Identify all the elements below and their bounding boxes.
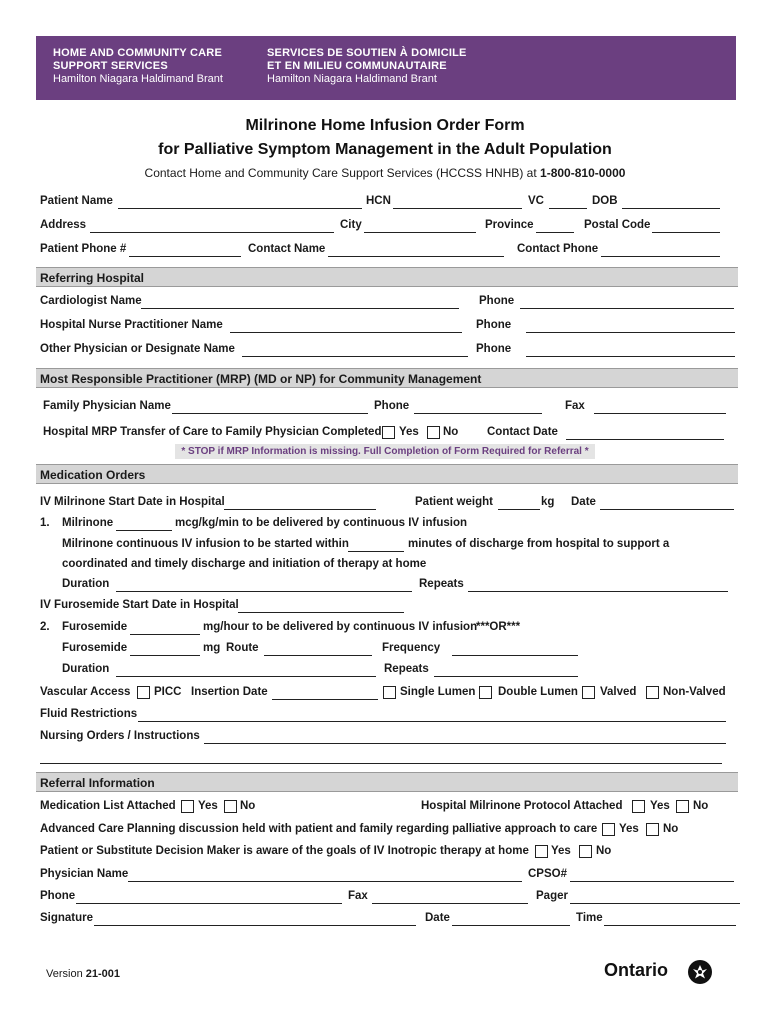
physician-fax-field[interactable]: [372, 903, 528, 904]
contact-date-field[interactable]: [566, 439, 724, 440]
vascular-access-label: Vascular Access: [40, 686, 131, 698]
contact-line: [0, 166, 770, 180]
medlist-no-checkbox[interactable]: [224, 800, 237, 813]
fax-label: Fax: [565, 400, 585, 412]
single-lumen-checkbox[interactable]: [383, 686, 396, 699]
furosemide-label: Furosemide: [62, 621, 128, 633]
furosemide-order-row: [0, 621, 770, 639]
furosemide-duration-field[interactable]: [116, 676, 376, 677]
milrinone-dose-field[interactable]: [116, 530, 172, 531]
patient-row-2: [0, 219, 770, 237]
other-phone-field[interactable]: [526, 356, 735, 357]
signature-label: Signature: [40, 912, 94, 924]
physician-name-row: [0, 868, 770, 886]
route-field[interactable]: [264, 655, 372, 656]
signature-field[interactable]: [94, 925, 416, 926]
milrinone-dose-text: mcg/kg/min to be delivered by continuous IV infusion: [175, 517, 468, 529]
non-valved-checkbox[interactable]: [646, 686, 659, 699]
mrp-transfer-row: [0, 426, 770, 444]
form-subtitle: for Palliative Symptom Management in the Adult Population: [158, 141, 612, 158]
nursing-orders-row: [0, 730, 770, 748]
medlist-no-label: No: [240, 800, 256, 812]
nurse-practitioner-field[interactable]: [230, 332, 462, 333]
dob-field[interactable]: [622, 208, 720, 209]
patient-name-label: Patient Name: [40, 195, 113, 207]
weight-date-field[interactable]: [600, 509, 734, 510]
contact-phone-field[interactable]: [601, 256, 720, 257]
insertion-date-label: Insertion Date: [191, 686, 268, 698]
protocol-yes-checkbox[interactable]: [632, 800, 645, 813]
milrinone-duration-label: Duration: [62, 578, 110, 590]
signature-date-field[interactable]: [452, 925, 570, 926]
route-label: Route: [226, 642, 259, 654]
protocol-no-checkbox[interactable]: [676, 800, 689, 813]
cardiologist-label: Cardiologist Name: [40, 295, 142, 307]
fluid-restrictions-label: Fluid Restrictions: [40, 708, 138, 720]
order-1-number: 1.: [40, 517, 50, 529]
patient-phone-label: Patient Phone #: [40, 243, 127, 255]
version-info: [46, 968, 120, 980]
or-text: ***OR***: [476, 621, 521, 633]
milrinone-repeats-label: Repeats: [419, 578, 464, 590]
patient-row-3: [0, 243, 770, 261]
nurse-practitioner-label: Hospital Nurse Practitioner Name: [40, 319, 223, 331]
nurse-row: [0, 319, 770, 337]
milrinone-duration-row: [0, 578, 770, 596]
mrp-yes-label: Yes: [399, 426, 419, 438]
furosemide-mg-row: [0, 642, 770, 660]
time-field[interactable]: [604, 925, 736, 926]
cardiologist-row: [0, 295, 770, 313]
nursing-orders-label: Nursing Orders / Instructions: [40, 730, 200, 742]
banner-fr-line2: ET EN MILIEU COMMUNAUTAIRE: [267, 60, 447, 72]
weight-date-label: Date: [571, 496, 596, 508]
sdm-yes-label: Yes: [551, 845, 571, 857]
patient-weight-field[interactable]: [498, 509, 540, 510]
dob-label: DOB: [592, 195, 618, 207]
ontario-logo-text: Ontario: [604, 960, 669, 980]
family-phone-field[interactable]: [414, 413, 542, 414]
cardiologist-field[interactable]: [141, 308, 459, 309]
mrp-yes-checkbox[interactable]: [382, 426, 395, 439]
time-label: Time: [576, 912, 603, 924]
hcn-label: HCN: [366, 195, 391, 207]
fluid-restrictions-field[interactable]: [138, 721, 726, 722]
address-label: Address: [40, 219, 87, 231]
banner-en-line3: Hamilton Niagara Haldimand Brant: [53, 73, 223, 85]
furosemide-mg-field[interactable]: [130, 655, 200, 656]
sdm-label: Patient or Substitute Decision Maker is aware of the goals of IV Inotropic therapy at home: [40, 845, 529, 857]
hcn-field[interactable]: [393, 208, 522, 209]
address-field[interactable]: [90, 232, 334, 233]
milrinone-order-row: [0, 517, 770, 535]
family-physician-field[interactable]: [172, 413, 368, 414]
contact-name-field[interactable]: [328, 256, 504, 257]
protocol-label: Hospital Milrinone Protocol Attached: [421, 800, 623, 812]
city-field[interactable]: [364, 232, 476, 233]
acp-yes-label: Yes: [619, 823, 639, 835]
header-banner: [36, 36, 736, 100]
contact-text: Contact Home and Community Care Support Services (HCCSS HNHB) at: [144, 166, 537, 180]
coordinated-text: coordinated and timely discharge and initiation of therapy at home: [62, 558, 427, 570]
milrinone-start-row: [0, 496, 770, 514]
ontario-trillium-icon: [688, 960, 712, 984]
furosemide-duration-label: Duration: [62, 663, 110, 675]
other-physician-label: Other Physician or Designate Name: [40, 343, 235, 355]
medlist-yes-label: Yes: [198, 800, 218, 812]
patient-row-1: [0, 195, 770, 213]
physician-name-field[interactable]: [128, 881, 522, 882]
pager-label: Pager: [536, 890, 568, 902]
banner-french: [267, 47, 467, 86]
milrinone-within-label: Milrinone continuous IV infusion to be started within: [62, 538, 349, 550]
contact-phone-number: 1-800-810-0000: [540, 166, 626, 180]
nurse-phone-field[interactable]: [526, 332, 735, 333]
milrinone-start-field[interactable]: [224, 509, 376, 510]
patient-weight-label: Patient weight: [415, 496, 493, 508]
furosemide-mg-label: Furosemide: [62, 642, 128, 654]
banner-english: [53, 47, 223, 86]
double-lumen-label: Double Lumen: [498, 686, 578, 698]
single-lumen-label: Single Lumen: [400, 686, 476, 698]
vascular-access-row: [0, 686, 770, 704]
acp-no-checkbox[interactable]: [646, 823, 659, 836]
province-label: Province: [485, 219, 534, 231]
cpso-field[interactable]: [570, 881, 734, 882]
cardiologist-phone-label: Phone: [479, 295, 515, 307]
furosemide-start-label: IV Furosemide Start Date in Hospital: [40, 599, 239, 611]
version-number: 21-001: [85, 968, 121, 980]
sdm-row: [0, 845, 770, 863]
other-physician-field[interactable]: [242, 356, 468, 357]
kg-label: kg: [541, 496, 555, 508]
fluid-restrictions-row: [0, 708, 770, 726]
picc-checkbox[interactable]: [137, 686, 150, 699]
signature-row: [0, 912, 770, 930]
stop-warning: * STOP if MRP Information is missing. Full Completion of Form Required for Referral *: [175, 444, 595, 459]
physician-phone-label: Phone: [40, 890, 76, 902]
physician-name-label: Physician Name: [40, 868, 129, 880]
physician-phone-field[interactable]: [76, 903, 342, 904]
mg-label: mg: [203, 642, 221, 654]
furosemide-start-row: [0, 599, 770, 617]
milrinone-start-within-row: [0, 538, 770, 556]
nursing-orders-field[interactable]: [204, 743, 726, 744]
valved-checkbox[interactable]: [582, 686, 595, 699]
patient-name-field[interactable]: [118, 208, 362, 209]
other-physician-row: [0, 343, 770, 361]
family-physician-row: [0, 400, 770, 418]
furosemide-duration-row: [0, 663, 770, 681]
furosemide-repeats-field[interactable]: [434, 676, 578, 677]
protocol-no-label: No: [693, 800, 709, 812]
double-lumen-checkbox[interactable]: [479, 686, 492, 699]
medication-list-label: Medication List Attached: [40, 800, 176, 812]
minutes-field[interactable]: [348, 551, 404, 552]
nurse-phone-label: Phone: [476, 319, 512, 331]
banner-en-line1: HOME AND COMMUNITY CARE: [53, 47, 222, 59]
order-2-number: 2.: [40, 621, 50, 633]
section-mrp: Most Responsible Practitioner (MRP) (MD or NP) for Community Management: [36, 368, 738, 388]
milrinone-label: Milrinone: [62, 517, 114, 529]
fax-field[interactable]: [594, 413, 726, 414]
mrp-no-label: No: [443, 426, 459, 438]
minutes-text: minutes of discharge from hospital to support a: [408, 538, 670, 550]
non-valved-label: Non-Valved: [663, 686, 726, 698]
valved-label: Valved: [600, 686, 637, 698]
nursing-orders-extra-line[interactable]: [40, 763, 722, 764]
cardiologist-phone-field[interactable]: [520, 308, 734, 309]
banner-fr-line3: Hamilton Niagara Haldimand Brant: [267, 73, 437, 85]
province-field[interactable]: [536, 232, 574, 233]
banner-fr-line1: SERVICES DE SOUTIEN À DOMICILE: [267, 47, 467, 59]
furosemide-dose-field[interactable]: [130, 634, 200, 635]
contact-name-label: Contact Name: [248, 243, 326, 255]
acp-no-label: No: [663, 823, 679, 835]
pager-field[interactable]: [570, 903, 740, 904]
acp-row: [0, 823, 770, 841]
frequency-label: Frequency: [382, 642, 441, 654]
vc-label: VC: [528, 195, 544, 207]
signature-date-label: Date: [425, 912, 450, 924]
mrp-transfer-label: Hospital MRP Transfer of Care to Family Physician Completed: [43, 426, 382, 438]
milrinone-start-label: IV Milrinone Start Date in Hospital: [40, 496, 225, 508]
acp-yes-checkbox[interactable]: [602, 823, 615, 836]
sdm-no-label: No: [596, 845, 612, 857]
cpso-label: CPSO#: [528, 868, 567, 880]
form-title: Milrinone Home Infusion Order Form: [245, 117, 525, 134]
milrinone-repeats-field[interactable]: [468, 591, 728, 592]
contact-date-label: Contact Date: [487, 426, 558, 438]
section-medication-orders: Medication Orders: [36, 464, 738, 484]
sdm-no-checkbox[interactable]: [579, 845, 592, 858]
sdm-yes-checkbox[interactable]: [535, 845, 548, 858]
furosemide-repeats-label: Repeats: [384, 663, 429, 675]
protocol-yes-label: Yes: [650, 800, 670, 812]
vc-field[interactable]: [549, 208, 587, 209]
patient-phone-field[interactable]: [129, 256, 241, 257]
milrinone-coordinated-row: [0, 558, 770, 576]
medlist-yes-checkbox[interactable]: [181, 800, 194, 813]
contact-phone-label: Contact Phone: [517, 243, 599, 255]
physician-fax-label: Fax: [348, 890, 368, 902]
section-referral-information: Referral Information: [36, 772, 738, 792]
postal-code-field[interactable]: [652, 232, 720, 233]
version-label: Version: [46, 968, 83, 980]
city-label: City: [340, 219, 362, 231]
family-physician-label: Family Physician Name: [43, 400, 171, 412]
other-phone-label: Phone: [476, 343, 512, 355]
insertion-date-field[interactable]: [272, 699, 378, 700]
frequency-field[interactable]: [452, 655, 578, 656]
picc-label: PICC: [154, 686, 182, 698]
family-phone-label: Phone: [374, 400, 410, 412]
furosemide-start-field[interactable]: [238, 612, 404, 613]
milrinone-duration-field[interactable]: [116, 591, 412, 592]
postal-code-label: Postal Code: [584, 219, 651, 231]
mrp-no-checkbox[interactable]: [427, 426, 440, 439]
section-referring-hospital: Referring Hospital: [36, 267, 738, 287]
acp-label: Advanced Care Planning discussion held with patient and family regarding palliative approach to care: [40, 823, 598, 835]
furosemide-dose-text: mg/hour to be delivered by continuous IV infusion: [203, 621, 478, 633]
banner-en-line2: SUPPORT SERVICES: [53, 60, 168, 72]
physician-contact-row: [0, 890, 770, 908]
medication-list-row: [0, 800, 770, 818]
